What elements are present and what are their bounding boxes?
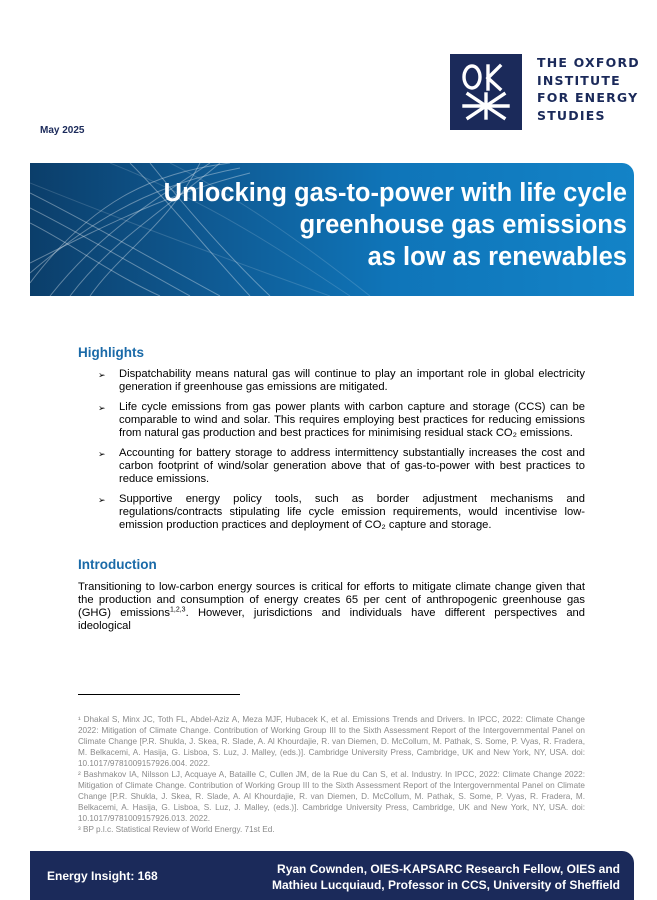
list-item bbox=[98, 493, 585, 532]
oies-logo bbox=[450, 54, 522, 130]
footnote: ² Bashmakov IA, Nilsson LJ, Acquaye A, Bataille C, Cullen JM, de la Rue du Can S, et al. Industry. In IPCC, 2022: Climate Change 2022: Mitigation of Climate Change. Contribution of Working Group III to the Sixth Assessment Report of the Intergovernmental Panel on Climate Change [P.R. Shukla, J. Skea, R. Slade, A. Al Khourdajie, R. van Diemen, D. McCollum, M. Pathak, S. Some, P. Vyas, R. Fradera, M. Belkacemi, A. Hasija, G. Lisboa, S. Luz, J. Malley, (eds.)]. Cambridge University Press, Cambridge, UK and New York, NY, USA. doi: 10.1017/9781009157926.013. 2022. bbox=[78, 770, 585, 823]
footnote-reference[interactable]: 1,2,3 bbox=[169, 606, 186, 614]
arrow-bullet-icon: ➢ bbox=[98, 449, 106, 459]
introduction-heading: Introduction bbox=[78, 557, 157, 572]
highlights-list bbox=[98, 368, 585, 539]
list-item-text: Life cycle emissions from gas power plants with carbon capture and storage (CCS) can be comparable to wind and solar. This requires employing best practices for reducing emissions from natural gas production and best practices for minimising residual stack CO₂ emissions. bbox=[119, 401, 585, 439]
logo-line: FOR ENERGY bbox=[537, 90, 639, 105]
author-line: Ryan Cownden, OIES-KAPSARC Research Fellow, OIES and bbox=[277, 862, 620, 876]
highlights-heading: Highlights bbox=[78, 345, 144, 360]
document-title bbox=[107, 177, 627, 273]
footnotes bbox=[78, 714, 585, 835]
intro-text-start: Transitioning to low-carbon energy sources is critical for efforts to mitigate climate change given that the production and consumption of energy creates 65 per cent of anthropogenic greenhouse gas (GHG) emissions bbox=[78, 581, 585, 619]
title-line: greenhouse gas emissions bbox=[299, 211, 627, 239]
list-item-text: Accounting for battery storage to address intermittency substantially increases the cost and carbon footprint of wind/solar generation above that of gas-to-power with best practices to reduce emissions. bbox=[119, 447, 585, 485]
logo-line: THE OXFORD bbox=[537, 55, 640, 70]
list-item bbox=[98, 447, 585, 486]
authors bbox=[272, 861, 620, 893]
list-item bbox=[98, 368, 585, 394]
list-item-text: Dispatchability means natural gas will continue to play an important role in global electricity generation if greenhouse gas emissions are mitigated. bbox=[119, 368, 585, 393]
title-line: Unlocking gas-to-power with life cycle bbox=[163, 179, 627, 207]
list-item bbox=[98, 401, 585, 440]
publication-date: May 2025 bbox=[40, 125, 85, 136]
author-line: Mathieu Lucquiaud, Professor in CCS, University of Sheffield bbox=[271, 878, 620, 892]
footnote: ³ BP p.l.c. Statistical Review of World Energy. 71st Ed. bbox=[78, 825, 275, 834]
logo-line: INSTITUTE bbox=[537, 72, 621, 88]
title-line: as low as renewables bbox=[367, 243, 627, 271]
logo-mark-icon bbox=[450, 54, 522, 130]
arrow-bullet-icon: ➢ bbox=[98, 495, 106, 505]
footnote-divider bbox=[78, 694, 240, 695]
institute-name bbox=[537, 54, 640, 124]
logo-line: STUDIES bbox=[537, 107, 606, 123]
arrow-bullet-icon: ➢ bbox=[98, 403, 106, 413]
intro-text-end: . However, jurisdictions and individuals have different perspectives and ideological bbox=[78, 607, 585, 632]
list-item-text: Supportive energy policy tools, such as border adjustment mechanisms and regulations/contracts stipulating life cycle emission requirements, would incentivise low-emission production practices and deployment of CO₂ capture and storage. bbox=[119, 493, 585, 531]
arrow-bullet-icon: ➢ bbox=[98, 370, 106, 380]
energy-insight-label: Energy Insight: 168 bbox=[47, 869, 158, 883]
footnote: ¹ Dhakal S, Minx JC, Toth FL, Abdel-Aziz A, Meza MJF, Hubacek K, et al. Emissions Trends and Drivers. In IPCC, 2022: Climate Change 2022: Mitigation of Climate Change. Contribution of Working Group III to the Sixth Assessment Report of the Intergovernmental Panel on Climate Change [P.R. Shukla, J. Skea, R. Slade, A. Al Khourdajie, R. van Diemen, D. McCollum, M. Pathak, S. Some, P. Vyas, R. Fradera, M. Belkacemi, A. Hasija, G. Lisboa, S. Luz, J. Malley, (eds.)]. Cambridge University Press, Cambridge, UK and New York, NY, USA. doi: 10.1017/9781009157926.004. 2022. bbox=[78, 715, 585, 768]
introduction-paragraph bbox=[78, 581, 585, 633]
